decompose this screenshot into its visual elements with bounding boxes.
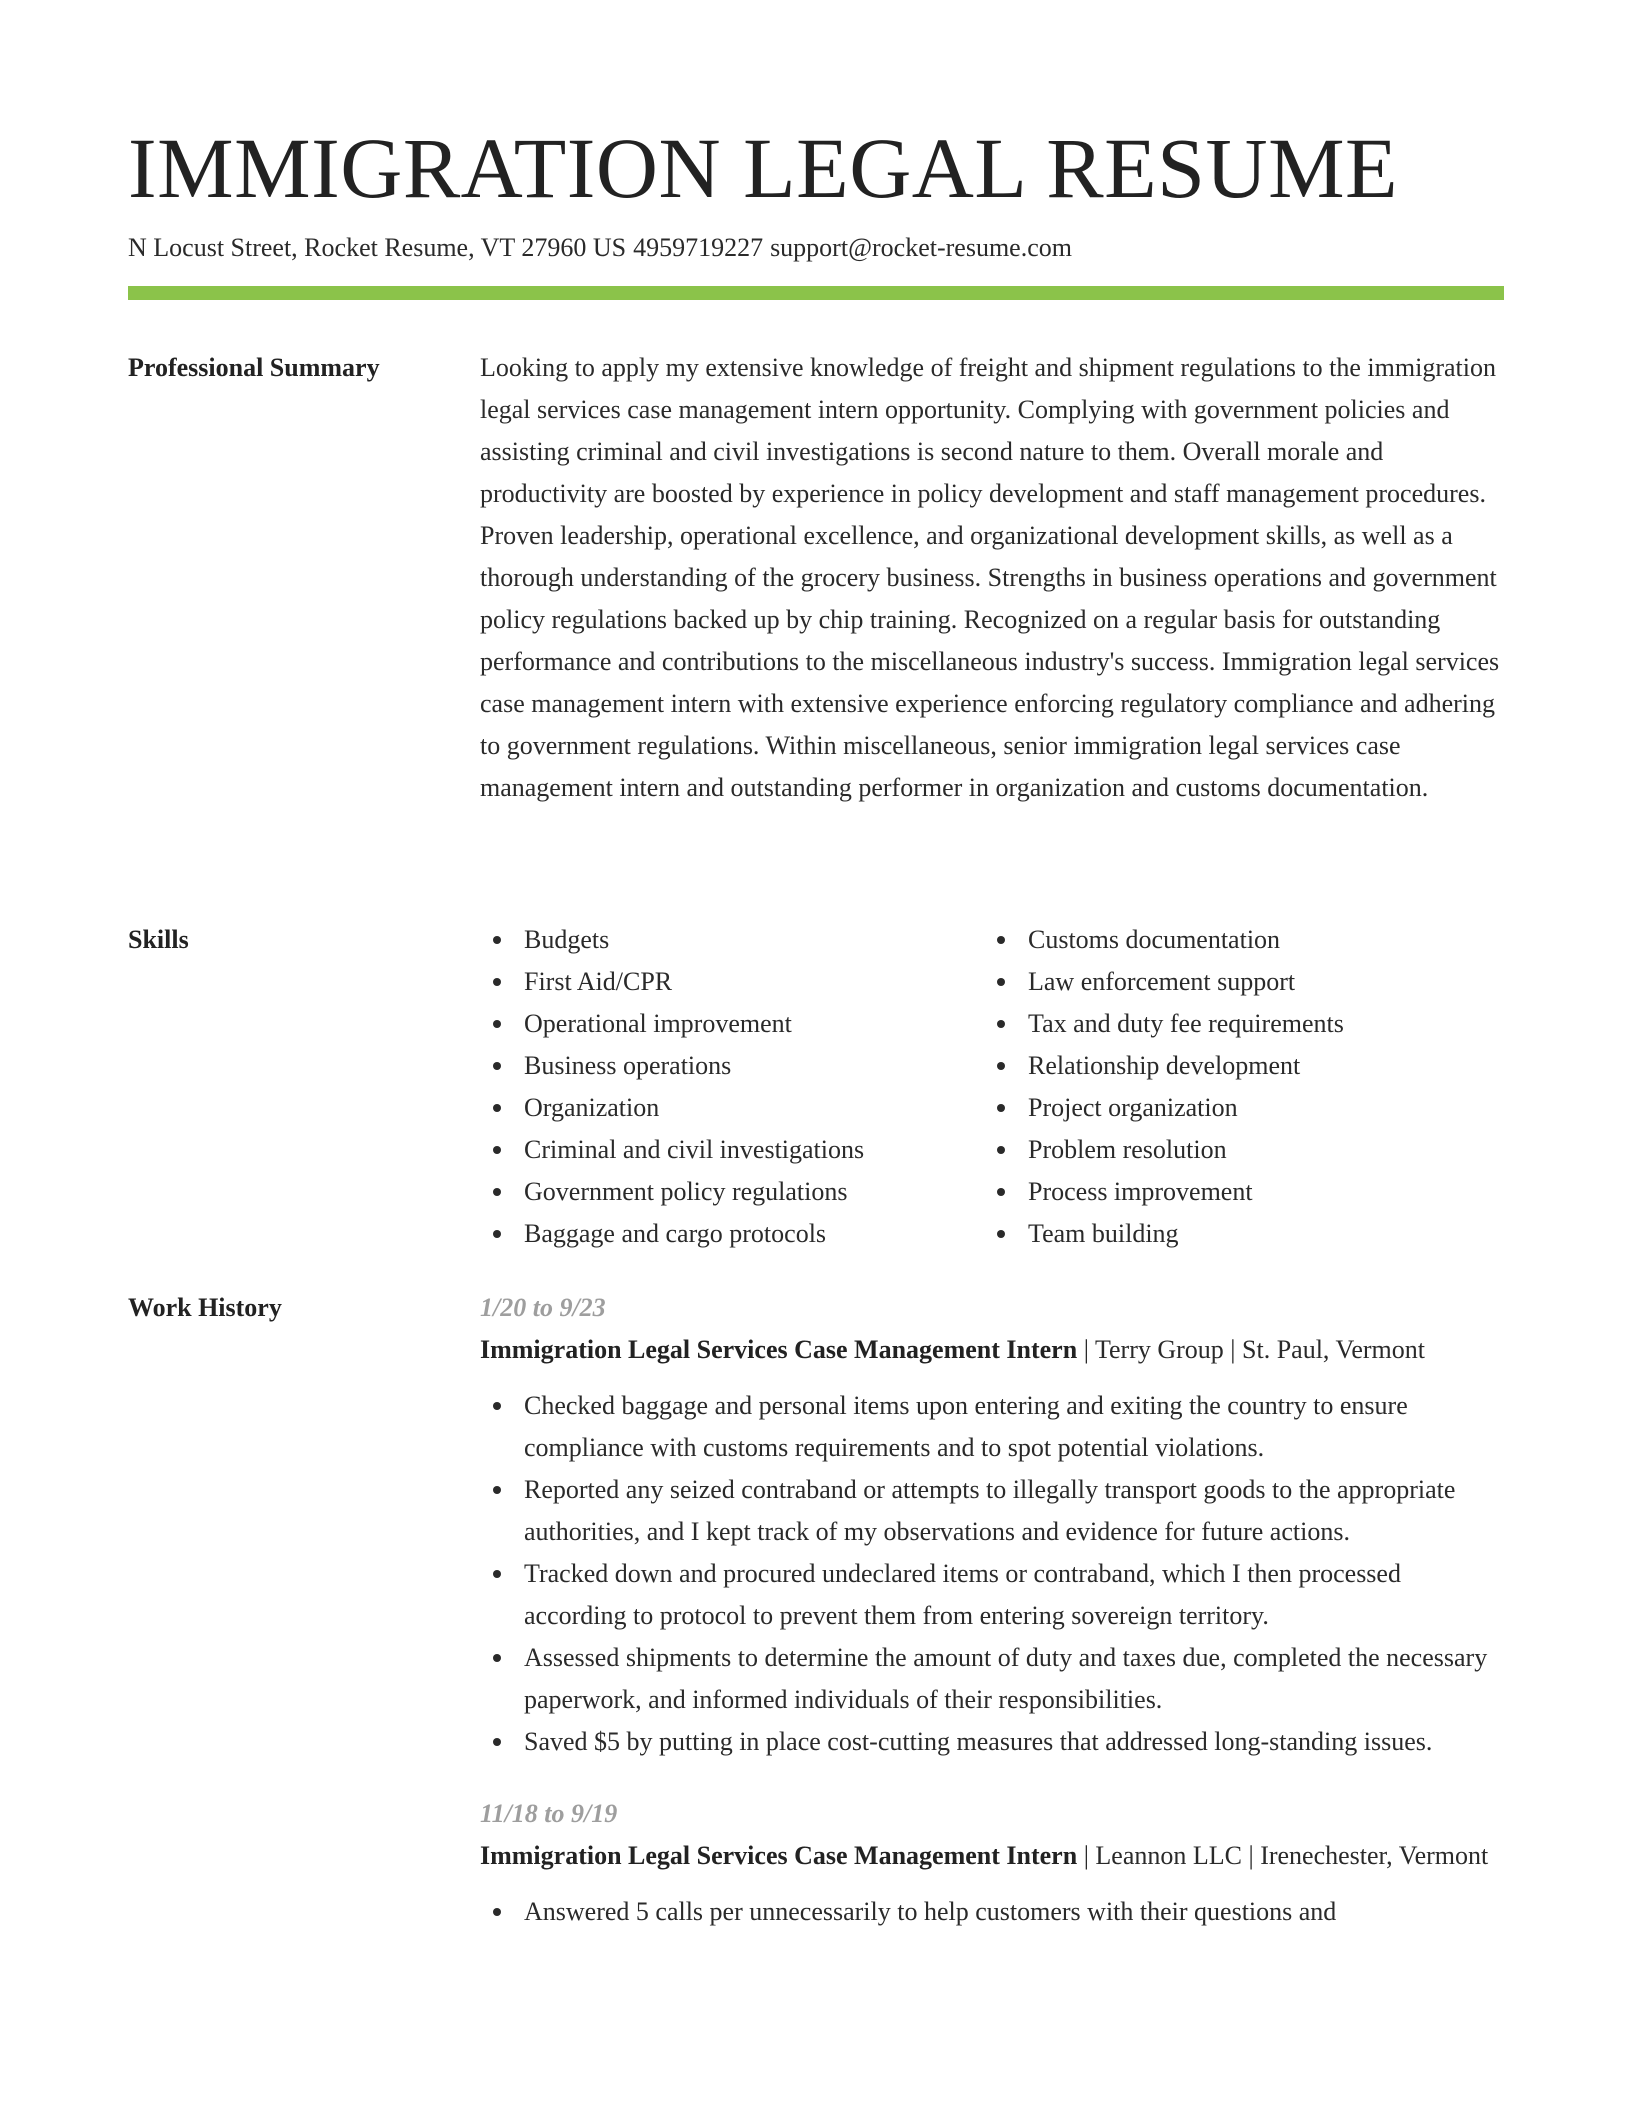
job-dates: 1/20 to 9/23: [480, 1293, 606, 1322]
skill-item: Baggage and cargo protocols: [480, 1213, 984, 1255]
job-company: Leannon LLC: [1095, 1841, 1242, 1870]
skill-item: Customs documentation: [984, 919, 1488, 961]
job-location: Irenechester, Vermont: [1260, 1841, 1489, 1870]
section-label-skills: Skills: [128, 925, 189, 954]
skill-item: First Aid/CPR: [480, 961, 984, 1003]
skill-item: Law enforcement support: [984, 961, 1488, 1003]
duty-item: Checked baggage and personal items upon entering and exiting the country to ensure compliance with customs requirements and to spot potential violations.: [480, 1385, 1504, 1469]
header-divider: [128, 286, 1504, 300]
job-location: St. Paul, Vermont: [1242, 1335, 1425, 1364]
skill-item: Process improvement: [984, 1171, 1488, 1213]
job-company: Terry Group: [1094, 1335, 1224, 1364]
skill-item: Business operations: [480, 1045, 984, 1087]
skill-item: Operational improvement: [480, 1003, 984, 1045]
skill-item: Government policy regulations: [480, 1171, 984, 1213]
skill-item: Tax and duty fee requirements: [984, 1003, 1488, 1045]
skills-list-left: [480, 919, 984, 1255]
job-title: Immigration Legal Services Case Management Intern: [480, 1335, 1078, 1364]
job-entry: [480, 1793, 1504, 1933]
skill-item: Criminal and civil investigations: [480, 1129, 984, 1171]
job-heading: Immigration Legal Services Case Management Intern | Leannon LLC | Irenechester, Vermont: [480, 1841, 1489, 1870]
contact-phone: 4959719227: [633, 233, 764, 262]
duty-item: Answered 5 calls per unnecessarily to help customers with their questions and: [480, 1891, 1504, 1933]
skill-item: Relationship development: [984, 1045, 1488, 1087]
contact-email: support@rocket-resume.com: [770, 233, 1072, 262]
skills-columns: [480, 919, 1504, 1255]
contact-address: N Locust Street, Rocket Resume, VT 27960 US: [128, 233, 627, 262]
job-dates: 11/18 to 9/19: [480, 1799, 618, 1828]
job-title: Immigration Legal Services Case Management Intern: [480, 1841, 1078, 1870]
work-body: [480, 1287, 1504, 1963]
job-duties-list: [480, 1891, 1504, 1933]
skills-body: [480, 919, 1504, 1255]
summary-body: [480, 347, 1504, 809]
duty-item: Reported any seized contraband or attempts to illegally transport goods to the appropriate authorities, and I kept track of my observations and evidence for future actions.: [480, 1469, 1504, 1553]
skill-item: Budgets: [480, 919, 984, 961]
skill-item: Project organization: [984, 1087, 1488, 1129]
duty-item: Tracked down and procured undeclared items or contraband, which I then processed according to protocol to prevent them from entering sovereign territory.: [480, 1553, 1504, 1637]
summary-text: Looking to apply my extensive knowledge of freight and shipment regulations to the immigration legal services case management intern opportunity. Complying with government policies and assisting criminal and civil investigations is second nature to them. Overall morale and productivity are boosted by experience in policy development and staff management procedures. Proven leadership, operational excellence, and organizational development skills, as well as a thorough understanding of the grocery business. Strengths in business operations and government policy regulations backed up by chip training. Recognized on a regular basis for outstanding performance and contributions to the miscellaneous industry's success. Immigration legal services case management intern with extensive experience enforcing regulatory compliance and adhering to government regulations. Within miscellaneous, senior immigration legal services case management intern and outstanding performer in organization and customs documentation.: [480, 353, 1500, 802]
skills-list-right: [984, 919, 1488, 1255]
duty-item: Assessed shipments to determine the amount of duty and taxes due, completed the necessary paperwork, and informed individuals of their responsibilities.: [480, 1637, 1504, 1721]
skill-item: Team building: [984, 1213, 1488, 1255]
job-heading: Immigration Legal Services Case Management Intern | Terry Group | St. Paul, Vermont: [480, 1335, 1425, 1364]
contact-line: [128, 230, 1079, 266]
job-duties-list: [480, 1385, 1504, 1763]
section-label-work: Work History: [128, 1293, 282, 1322]
job-entry: [480, 1287, 1504, 1763]
section-label-summary: Professional Summary: [128, 353, 380, 382]
duty-item: Saved $5 by putting in place cost-cutting measures that addressed long-standing issues.: [480, 1721, 1504, 1763]
skill-item: Problem resolution: [984, 1129, 1488, 1171]
skill-item: Organization: [480, 1087, 984, 1129]
resume-name-heading: IMMIGRATION LEGAL RESUME: [128, 120, 1399, 216]
